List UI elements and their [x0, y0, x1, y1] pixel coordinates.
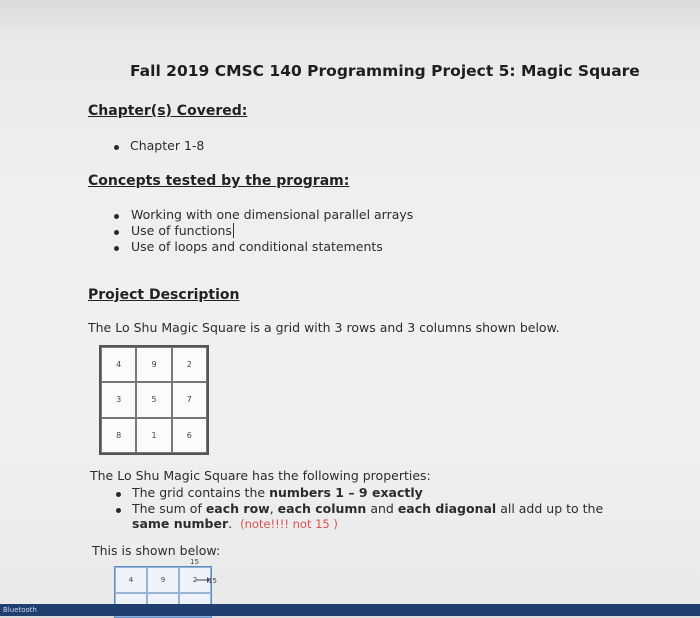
sum-label-right: 15 — [208, 577, 217, 585]
bullet — [116, 508, 121, 513]
grid-cell: 3 — [101, 382, 136, 417]
bullet — [114, 214, 119, 219]
grid-cell: 4 — [101, 347, 136, 382]
note-text: (note!!!! not 15 ) — [240, 517, 338, 531]
taskbar — [0, 604, 700, 616]
chapters-heading: Chapter(s) Covered: — [88, 103, 248, 119]
bullet — [114, 246, 119, 251]
sum-label-top: 15 — [190, 558, 199, 566]
property-1 — [132, 485, 423, 500]
property-2-bold: each row — [205, 501, 270, 516]
property-2-bold: each column — [277, 501, 367, 516]
description-intro: The Lo Shu Magic Square is a grid with 3 rows and 3 columns shown below. — [88, 320, 560, 335]
property-2-continued — [132, 516, 338, 531]
magic-square-grid — [99, 345, 209, 455]
grid-cell: 9 — [147, 567, 179, 593]
concept-item-1: Working with one dimensional parallel arrays — [131, 207, 414, 222]
property-2-text: and — [366, 501, 398, 516]
shown-below-label: This is shown below: — [92, 543, 221, 558]
grid-cell: 5 — [136, 382, 171, 417]
chapter-item: Chapter 1-8 — [130, 138, 205, 153]
property-2 — [132, 501, 603, 516]
page-title: Fall 2019 CMSC 140 Programming Project 5: Magic Square — [130, 62, 640, 80]
concept-item-3: Use of loops and conditional statements — [131, 239, 383, 254]
concept-item-2: Use of functions — [131, 223, 232, 238]
property-2-text: all add up to the — [496, 501, 604, 516]
bullet — [114, 230, 119, 235]
property-2-bold: each diagonal — [397, 501, 497, 516]
grid-cell: 7 — [172, 382, 207, 417]
taskbar-label: Bluetooth — [3, 606, 37, 614]
project-description-heading: Project Description — [88, 287, 240, 303]
grid-cell: 4 — [115, 567, 147, 593]
property-2-text: , — [269, 501, 278, 516]
property-2-text: . — [228, 516, 233, 531]
grid-cell: 2 — [172, 347, 207, 382]
grid-cell: 1 — [136, 418, 171, 453]
grid-cell: 9 — [136, 347, 171, 382]
grid-cell: 8 — [101, 418, 136, 453]
grid-cell: 2 — [179, 567, 211, 593]
bullet — [114, 145, 119, 150]
grid-cell: 6 — [172, 418, 207, 453]
property-1-bold: numbers 1 – 9 exactly — [269, 485, 423, 500]
bullet — [116, 492, 121, 497]
properties-intro: The Lo Shu Magic Square has the following properties: — [90, 468, 431, 483]
property-2-text: The sum of — [132, 501, 206, 516]
property-2-bold: same number — [132, 516, 229, 531]
property-1-text: The grid contains the — [132, 485, 270, 500]
concepts-heading: Concepts tested by the program: — [88, 173, 350, 189]
